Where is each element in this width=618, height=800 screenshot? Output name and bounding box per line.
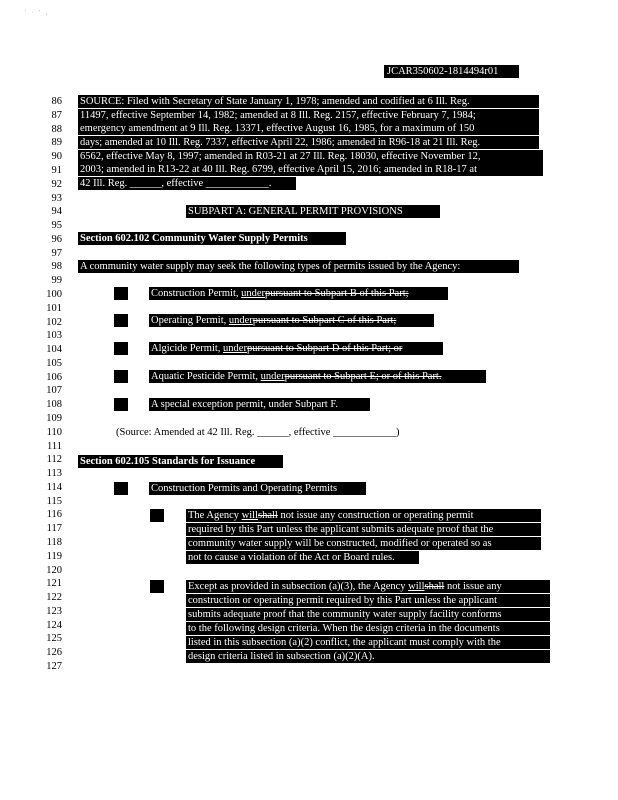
permit-type-item: Construction Permit, underpursuant to Subpart B of this Part; — [149, 287, 448, 300]
permit-type-item: Algicide Permit, underpursuant to Subpart D of this Part; or — [149, 342, 443, 355]
line-number: 112 — [46, 454, 62, 466]
section-602-102-intro: A community water supply may seek the following types of permits issued by the Agency: — [78, 260, 519, 273]
line-number: 125 — [46, 633, 62, 645]
item-number-1-text: 1) — [152, 510, 161, 521]
source-line: 42 Ill. Reg. ______, effective ____________. — [78, 177, 296, 190]
line-number: 127 — [46, 661, 62, 672]
list-letter-a-text: a) — [116, 288, 125, 299]
section-602-102-source-note: (Source: Amended at 42 Ill. Reg. ______, effective ____________) — [116, 427, 400, 438]
line-number: 99 — [51, 275, 62, 287]
line-number: 107 — [46, 385, 62, 397]
line-number: 94 — [51, 206, 62, 218]
line-number: 88 — [51, 123, 62, 135]
source-line: 6562, effective May 8, 1997; amended in R03-21 at 27 Ill. Reg. 18030, effective November 12, — [78, 150, 543, 163]
item-1-line: community water supply will be constructed, modified or operated so as — [186, 537, 541, 550]
line-number: 114 — [46, 481, 62, 493]
line-number: 126 — [46, 647, 62, 659]
line-number: 118 — [46, 537, 62, 548]
item-1-line: The Agency willshall not issue any construction or operating permit — [186, 509, 541, 522]
line-number: 89 — [51, 137, 62, 149]
subpart-heading: SUBPART A: GENERAL PERMIT PROVISIONS — [186, 205, 440, 218]
line-number: 113 — [46, 468, 62, 480]
section-602-102-heading: Section 602.102 Community Water Supply Permits — [78, 232, 346, 245]
line-number: 100 — [46, 288, 62, 300]
line-number: 92 — [51, 178, 62, 190]
scan-specks: ' · ' , — [25, 10, 50, 16]
permit-type-item: A special exception permit, under Subpart F. — [149, 398, 370, 411]
line-number: 86 — [51, 96, 62, 107]
document-header-id: JCAR350602-1814494r01 — [384, 65, 519, 78]
item-1-line: not to cause a violation of the Act or Board rules. — [186, 551, 419, 564]
line-number: 102 — [46, 316, 62, 328]
list-letter-b-text: b) — [116, 315, 125, 326]
line-number: 115 — [46, 495, 62, 507]
source-line: days; amended at 10 Ill. Reg. 7337, effective April 22, 1986; amended in R96-18 at 21 Ill. Reg. — [78, 136, 539, 149]
source-line: SOURCE: Filed with Secretary of State January 1, 1978; amended and codified at 6 Ill. Reg. — [78, 95, 539, 108]
section-602-105-heading: Section 602.105 Standards for Issuance — [78, 455, 283, 468]
item-2-line: construction or operating permit required by this Part unless the applicant — [186, 594, 550, 607]
item-2-line: submits adequate proof that the community water supply facility conforms — [186, 608, 550, 621]
item-2-line: listed in this subsection (a)(2) conflict, the applicant must comply with the — [186, 636, 550, 649]
line-number: 119 — [46, 550, 62, 562]
line-number: 91 — [51, 164, 62, 176]
line-number: 101 — [46, 302, 62, 314]
item-1-line: required by this Part unless the applicant submits adequate proof that the — [186, 523, 541, 536]
line-number: 110 — [46, 426, 62, 438]
line-number: 121 — [46, 578, 62, 590]
line-number: 96 — [51, 233, 62, 245]
line-number: 123 — [46, 605, 62, 617]
line-number: 109 — [46, 412, 62, 424]
line-number: 97 — [51, 247, 62, 259]
permit-type-item: Aquatic Pesticide Permit, underpursuant to Subpart E; or of this Part. — [149, 370, 486, 383]
subsection-a-title: Construction Permits and Operating Permits — [149, 482, 366, 495]
line-number: 90 — [51, 151, 62, 163]
line-number: 120 — [46, 564, 62, 576]
item-2-line: design criteria listed in subsection (a)(2)(A). — [186, 650, 550, 663]
line-number: 104 — [46, 344, 62, 355]
list-letter-d-text: d) — [116, 371, 125, 382]
list-letter-c-text: c) — [116, 343, 125, 354]
source-line: 2003; amended in R13-22 at 40 Ill. Reg. 6799, effective April 15, 2016; amended in R18-17 at — [78, 163, 543, 176]
line-number: 87 — [51, 109, 62, 121]
item-2-line: Except as provided in subsection (a)(3), the Agency willshall not issue any — [186, 580, 550, 593]
item-2-line: to the following design criteria. When the design criteria in the documents — [186, 622, 550, 635]
line-number: 98 — [51, 261, 62, 273]
line-number: 108 — [46, 399, 62, 411]
permit-type-item: Operating Permit, underpursuant to Subpart C of this Part; — [149, 314, 434, 327]
line-number: 95 — [51, 220, 62, 231]
line-number: 103 — [46, 330, 62, 342]
source-line: emergency amendment at 9 Ill. Reg. 13371, effective August 16, 1985, for a maximum of 150 — [78, 122, 539, 135]
line-number: 106 — [46, 371, 62, 383]
list-letter-e-text: e) — [116, 399, 125, 410]
line-number: 111 — [47, 440, 62, 452]
item-number-2-text: 2) — [152, 581, 161, 592]
line-number: 117 — [46, 523, 62, 535]
line-number: 105 — [46, 357, 62, 369]
line-number: 116 — [46, 509, 62, 521]
subsection-letter-a-text: a) — [116, 483, 125, 494]
source-line: 11497, effective September 14, 1982; amended at 8 Ill. Reg. 2157, effective February 7, 1984; — [78, 109, 539, 122]
line-number: 124 — [46, 619, 62, 631]
line-number: 93 — [51, 192, 62, 204]
line-number: 122 — [46, 592, 62, 604]
